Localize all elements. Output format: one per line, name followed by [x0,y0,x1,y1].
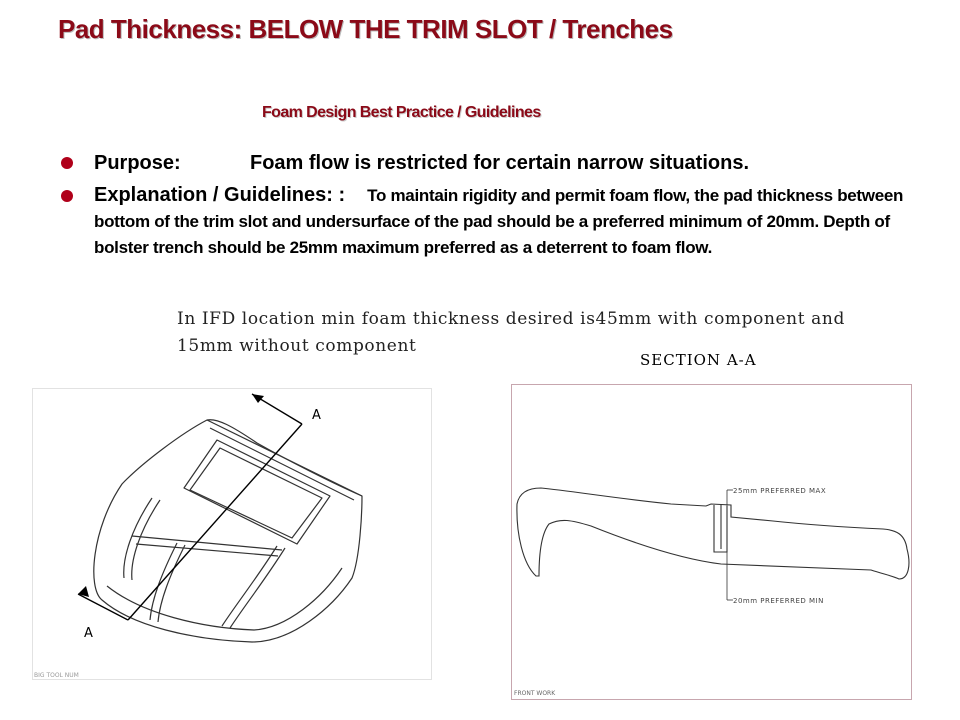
dimension-lines [727,490,733,600]
section-label-top: A [312,408,321,423]
bullet-purpose [58,148,918,178]
section-profile-drawing [511,384,912,700]
purpose-term: Purpose: [94,152,181,174]
page-subtitle: Foam Design Best Practice / Guidelines [262,104,541,121]
section-line [78,394,302,620]
purpose-text: Foam flow is restricted for certain narrow situations. [250,152,749,174]
bullet-dot-icon [61,190,73,202]
min-annotation: 20mm PREFERRED MIN [733,597,824,605]
explanation-text: To maintain rigidity and permit foam flow, the pad thickness between bottom of the trim slot and undersurface of the pad should be a preferred minimum of 20mm. Depth of bolster trench should be 25mm maximum preferred as a deterrent to foam flow. [94,186,904,257]
drawing-corner-text: FRONT WORK [514,690,556,697]
ifd-note: In IFD location min foam thickness desired is45mm with component and 15mm without component [177,309,845,356]
max-annotation: 25mm PREFERRED MAX [733,487,827,495]
explanation-term: Explanation / Guidelines: : [94,184,346,206]
cushion-outline [94,420,362,642]
bullet-explanation [58,182,918,261]
seat-cushion-drawing [32,388,432,680]
section-label: SECTION A-A [640,351,757,369]
bullet-dot-icon [61,157,73,169]
page-title: Pad Thickness: BELOW THE TRIM SLOT / Trenches [58,14,673,44]
bullet-list [58,148,918,261]
figure-frame [512,385,912,700]
drawing-corner-text: BIG TOOL NUM [34,672,79,679]
foam-profile [517,488,909,579]
section-label-bottom: A [84,626,93,641]
